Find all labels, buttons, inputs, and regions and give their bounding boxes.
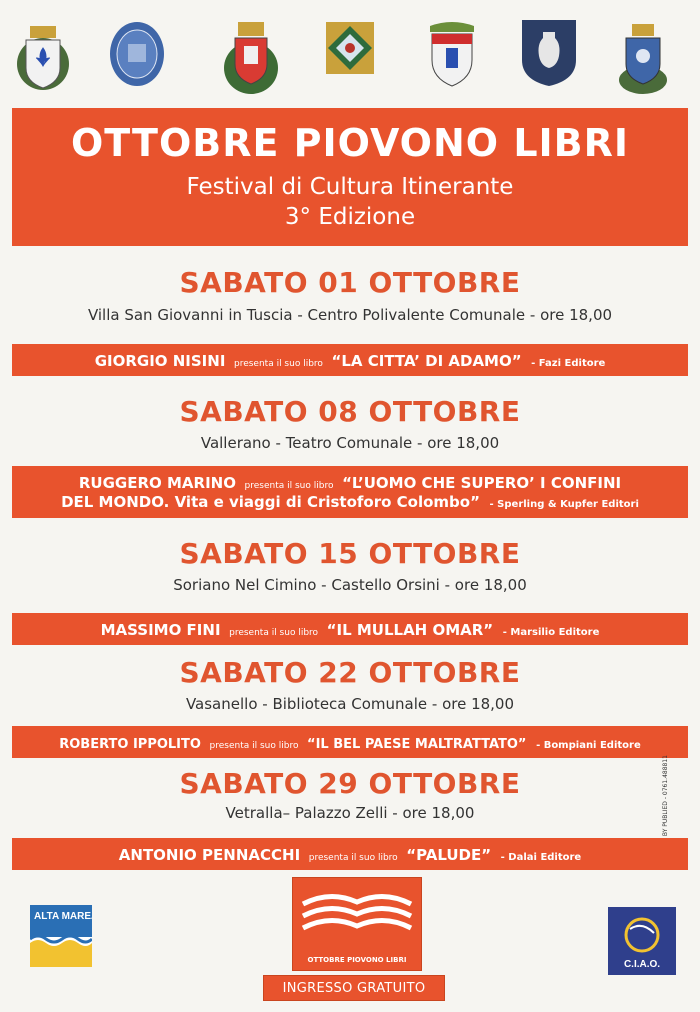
crest-fleur-icon <box>14 18 72 94</box>
event-venue: Villa San Giovanni in Tuscia - Centro Polivalente Comunale - ore 18,00 <box>87 306 613 324</box>
crest-blue-seal-icon <box>108 18 166 88</box>
event-date: SABATO 15 OTTOBRE <box>179 537 521 570</box>
author-name: ROBERTO IPPOLITO <box>59 736 201 752</box>
event-presentation-band <box>12 726 688 758</box>
book-pages-icon <box>293 878 421 948</box>
festival-edition: 3° Edizione <box>284 204 416 230</box>
book-title: “L’UOMO CHE SUPERO’ I CONFINI <box>342 474 622 492</box>
event-presentation-band <box>12 466 688 518</box>
author-name: MASSIMO FINI <box>100 620 221 639</box>
crest-blue-shield-icon <box>616 18 670 98</box>
event-presentation-band <box>12 838 688 870</box>
crest-wreath-icon <box>222 18 280 96</box>
crest-diamond-icon <box>322 18 378 78</box>
event-date: SABATO 08 OTTOBRE <box>179 395 521 428</box>
publisher-name: - Bompiani Editore <box>536 739 641 751</box>
event-date: SABATO 29 OTTOBRE <box>179 767 521 800</box>
crest-vase-icon <box>520 18 578 88</box>
publisher-name: - Dalai Editore <box>500 851 582 863</box>
presents-label: presenta il suo libro <box>209 740 299 751</box>
festival-title: OTTOBRE PIOVONO LIBRI <box>70 121 630 165</box>
publisher-name: - Fazi Editore <box>531 357 606 369</box>
author-name: GIORGIO NISINI <box>94 351 226 370</box>
festival-logo-label: OTTOBRE PIOVONO LIBRI <box>307 956 407 964</box>
author-name: ANTONIO PENNACCHI <box>118 845 301 864</box>
book-title-line2: DEL MONDO. Vita e viaggi di Cristoforo Colombo” <box>61 493 480 511</box>
event-date: SABATO 22 OTTOBRE <box>179 656 521 689</box>
event-venue: Soriano Nel Cimino - Castello Orsini - ore 18,00 <box>173 576 527 594</box>
municipal-crests-row <box>0 18 700 102</box>
ciao-logo-text: C.I.A.O. <box>623 959 661 970</box>
free-entry-label: INGRESSO GRATUITO <box>263 975 445 1001</box>
publisher-name: - Sperling & Kupfer Editori <box>489 499 639 510</box>
presents-label: presenta il suo libro <box>244 481 334 491</box>
ciao-logo <box>608 907 676 979</box>
event-presentation-band <box>12 613 688 645</box>
printer-credit: BY PUBLIED - 0761.488811 <box>662 755 669 837</box>
event-venue: Vallerano - Teatro Comunale - ore 18,00 <box>200 434 500 452</box>
crest-shield-icon <box>422 18 482 90</box>
event-venue: Vasanello - Biblioteca Comunale - ore 18,00 <box>185 695 515 713</box>
alta-marea-logo <box>30 905 92 971</box>
presents-label: presenta il suo libro <box>229 627 319 638</box>
publisher-name: - Marsilio Editore <box>502 626 600 638</box>
presents-label: presenta il suo libro <box>308 852 398 863</box>
event-date: SABATO 01 OTTOBRE <box>179 266 521 299</box>
presents-label: presenta il suo libro <box>233 358 323 369</box>
festival-subtitle: Festival di Cultura Itinerante <box>186 174 514 200</box>
event-presentation-band <box>12 344 688 376</box>
festival-logo <box>292 877 422 971</box>
book-title: “IL MULLAH OMAR” <box>326 620 494 639</box>
book-title: “IL BEL PAESE MALTRATTATO” <box>307 736 527 752</box>
book-title: “PALUDE” <box>406 845 492 864</box>
book-title: “LA CITTA’ DI ADAMO” <box>331 351 522 370</box>
festival-header-band <box>12 108 688 246</box>
author-name: RUGGERO MARINO <box>78 474 236 492</box>
event-venue: Vetralla– Palazzo Zelli - ore 18,00 <box>225 804 475 822</box>
alta-marea-logo-text: ALTA MAREA <box>34 911 92 922</box>
